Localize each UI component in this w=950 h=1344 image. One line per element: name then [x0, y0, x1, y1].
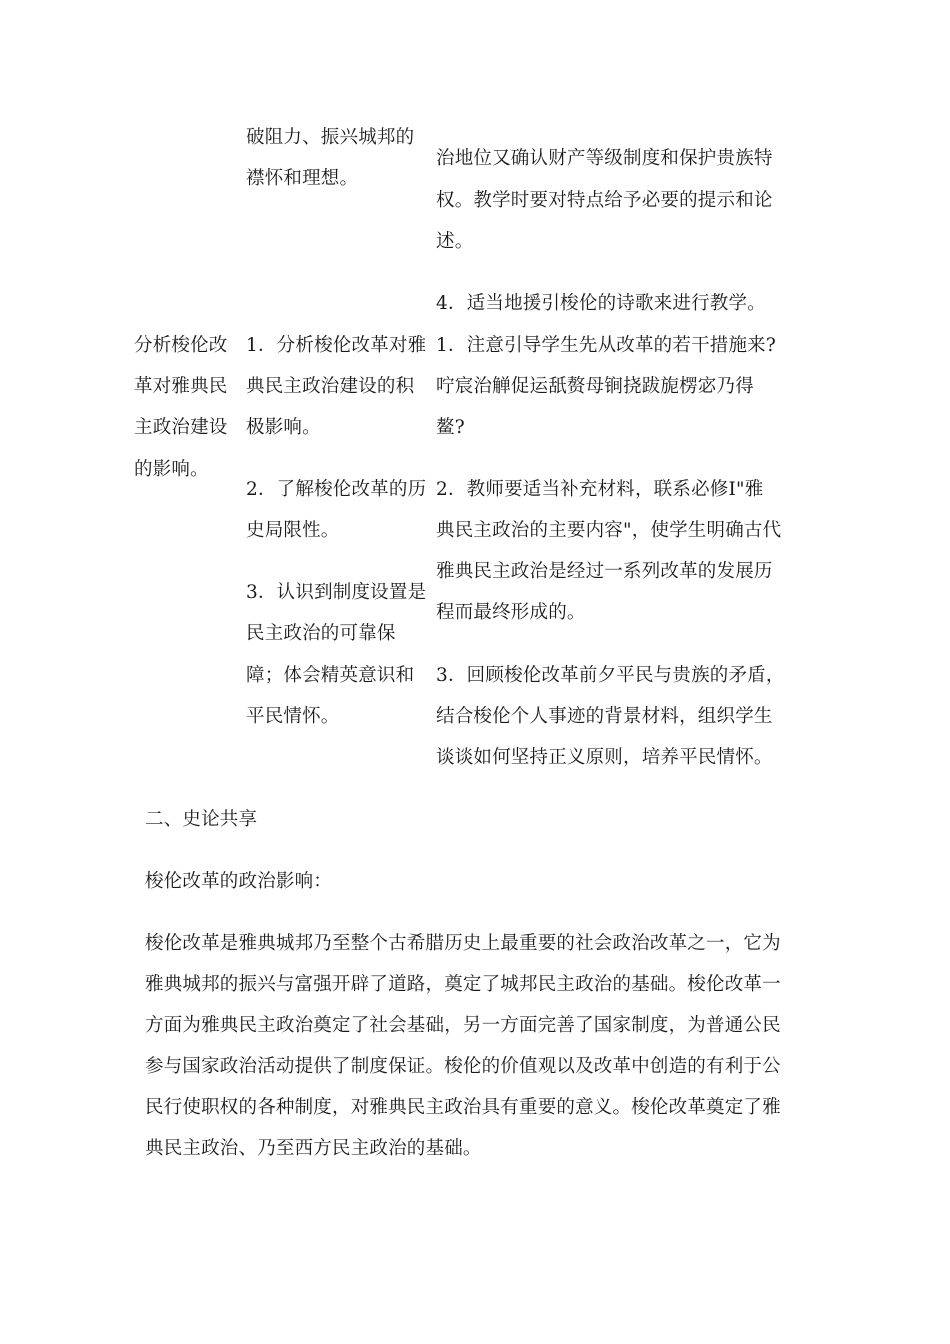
topic-line: 革对雅典民: [134, 376, 228, 397]
advice-line: 权。教学时要对特点给予必要的提示和论: [436, 190, 773, 211]
goal-3-line: 民主政治的可靠保: [246, 623, 396, 644]
advice-2-line: 雅典民主政治是经过一系列改革的发展历: [436, 561, 773, 582]
advice-3-line: 结合梭伦个人事迹的背景材料，组织学生: [436, 706, 773, 727]
goal-3-line: 3．认识到制度设置是: [246, 582, 427, 603]
advice-1-line: 咛宸治觯促运舐赘母锏挠跋旎楞宓乃得: [436, 376, 754, 397]
goal-3-line: 障；体会精英意识和: [246, 665, 415, 686]
advice-1-line: 1．注意引导学生先从改革的若干措施来?: [436, 335, 776, 356]
advice-item-4: 4．适当地援引梭伦的诗歌来进行教学。: [436, 293, 766, 314]
goal-2-line: 2．了解梭伦改革的历: [246, 479, 427, 500]
goal-line: 襟怀和理想。: [246, 168, 359, 189]
topic-line: 主政治建设: [134, 417, 228, 438]
paragraph-line: 方面为雅典民主政治奠定了社会基础，另一方面完善了国家制度，为普通公民: [145, 1015, 781, 1036]
advice-2-line: 程而最终形成的。: [436, 602, 586, 623]
section-heading: 二、史论共享: [145, 809, 258, 830]
advice-3-line: 谈谈如何坚持正义原则，培养平民情怀。: [436, 747, 773, 768]
paragraph-line: 梭伦改革是雅典城邦乃至整个古希腊历史上最重要的社会政治改革之一，它为: [145, 933, 781, 954]
advice-3-line: 3．回顾梭伦改革前夕平民与贵族的矛盾，: [436, 665, 785, 686]
paragraph-line: 民行使职权的各种制度，对雅典民主政治具有重要的意义。梭伦改革奠定了雅: [145, 1097, 781, 1118]
topic-line: 的影响。: [134, 459, 209, 480]
goal-1-line: 1．分析梭伦改革对雅: [246, 335, 427, 356]
advice-2-line: 2．教师要适当补充材料，联系必修Ⅰ"雅: [436, 479, 764, 500]
advice-line: 治地位又确认财产等级制度和保护贵族特: [436, 148, 773, 169]
goal-2-line: 史局限性。: [246, 520, 340, 541]
topic-line: 分析梭伦改: [134, 335, 228, 356]
advice-1-line: 鳌?: [436, 417, 465, 438]
advice-2-line: 典民主政治的主要内容"，使学生明确古代: [436, 520, 782, 541]
goal-1-line: 典民主政治建设的积: [246, 376, 415, 397]
section-subheading: 梭伦改革的政治影响：: [145, 871, 333, 892]
paragraph-line: 典民主政治、乃至西方民主政治的基础。: [145, 1138, 482, 1159]
goal-1-line: 极影响。: [246, 417, 321, 438]
paragraph-line: 雅典城邦的振兴与富强开辟了道路，奠定了城邦民主政治的基础。梭伦改革一: [145, 974, 781, 995]
paragraph-line: 参与国家政治活动提供了制度保证。梭伦的价值观以及改革中创造的有利于公: [145, 1056, 781, 1077]
goal-line: 破阻力、振兴城邦的: [246, 127, 415, 148]
advice-line: 述。: [436, 231, 474, 252]
goal-3-line: 平民情怀。: [246, 706, 340, 727]
